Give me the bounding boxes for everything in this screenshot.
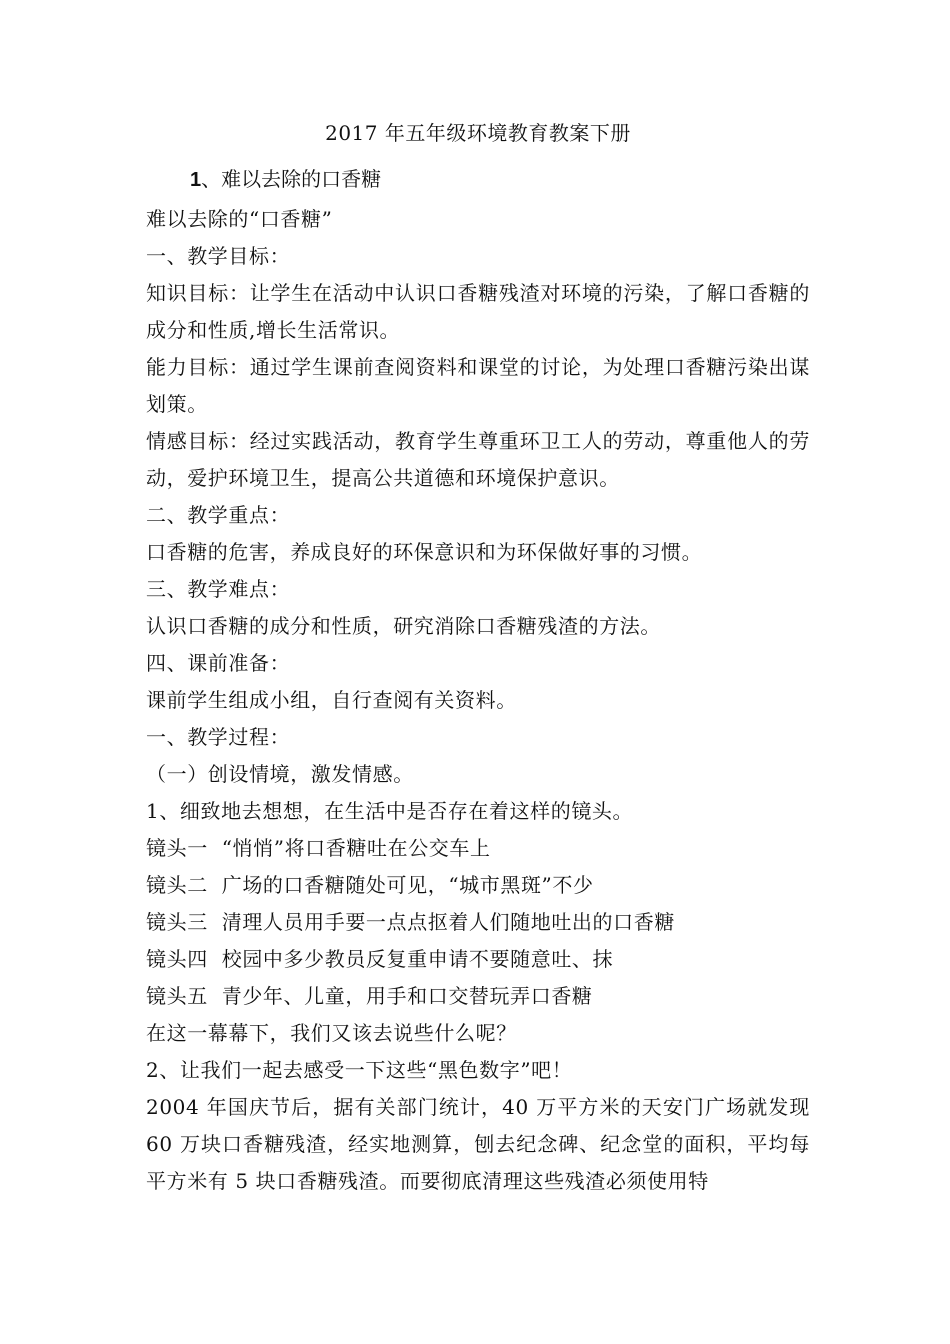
section-heading: 四、课前准备： bbox=[146, 651, 291, 675]
section-heading: 一、教学目标： bbox=[146, 244, 291, 268]
paragraph: 情感目标：经过实践活动，教育学生尊重环卫工人的劳动，尊重他人的劳动，爱护环境卫生，提高公共道德和环境保护意识。 bbox=[146, 429, 810, 490]
paragraph: 认识口香糖的成分和性质，研究消除口香糖残渣的方法。 bbox=[146, 614, 661, 638]
paragraph: 2004 年国庆节后，据有关部门统计，40 万平方米的天安门广场就发现 60 万块口香糖残渣，经实地测算，刨去纪念碑、纪念堂的面积，平均每平方米有 5 块口香糖残渣。而要彻底清理这些残渣必须使用特 bbox=[146, 1095, 810, 1193]
paragraph: 在这一幕幕下，我们又该去说些什么呢？ bbox=[146, 1021, 517, 1045]
scene-item: 镜头一 “悄悄”将口香糖吐在公交车上 bbox=[146, 836, 491, 860]
paragraph: 口香糖的危害，养成良好的环保意识和为环保做好事的习惯。 bbox=[146, 540, 703, 564]
paragraph: （一）创设情境，激发情感。 bbox=[146, 762, 414, 786]
paragraph: 知识目标：让学生在活动中认识口香糖残渣对环境的污染，了解口香糖的成分和性质,增长生活常识。 bbox=[146, 281, 810, 342]
document-body bbox=[146, 120, 810, 1200]
paragraph: 难以去除的“口香糖” bbox=[146, 207, 333, 231]
lesson-number: 1 bbox=[190, 169, 202, 191]
section-heading: 二、教学重点： bbox=[146, 503, 291, 527]
scene-item: 镜头三 清理人员用手要一点点抠着人们随地吐出的口香糖 bbox=[146, 910, 675, 934]
section-heading: 三、教学难点： bbox=[146, 577, 291, 601]
section-heading: 一、教学过程： bbox=[146, 725, 291, 749]
paragraph: 课前学生组成小组，自行查阅有关资料。 bbox=[146, 688, 517, 712]
paragraph: 能力目标：通过学生课前查阅资料和课堂的讨论，为处理口香糖污染出谋划策。 bbox=[146, 355, 810, 416]
scene-item: 镜头四 校园中多少教员反复重申请不要随意吐、抹 bbox=[146, 947, 614, 971]
lesson-heading bbox=[190, 166, 810, 193]
scene-item: 镜头二 广场的口香糖随处可见，“城市黑斑”不少 bbox=[146, 873, 594, 897]
lesson-title: 、难以去除的口香糖 bbox=[201, 167, 382, 191]
paragraph: 1、细致地去想想，在生活中是否存在着这样的镜头。 bbox=[146, 799, 634, 823]
scene-item: 镜头五 青少年、儿童，用手和口交替玩弄口香糖 bbox=[146, 984, 593, 1008]
paragraph: 2、让我们一起去感受一下这些“黑色数字”吧！ bbox=[146, 1058, 573, 1082]
document-title: 2017 年五年级环境教育教案下册 bbox=[325, 121, 631, 145]
